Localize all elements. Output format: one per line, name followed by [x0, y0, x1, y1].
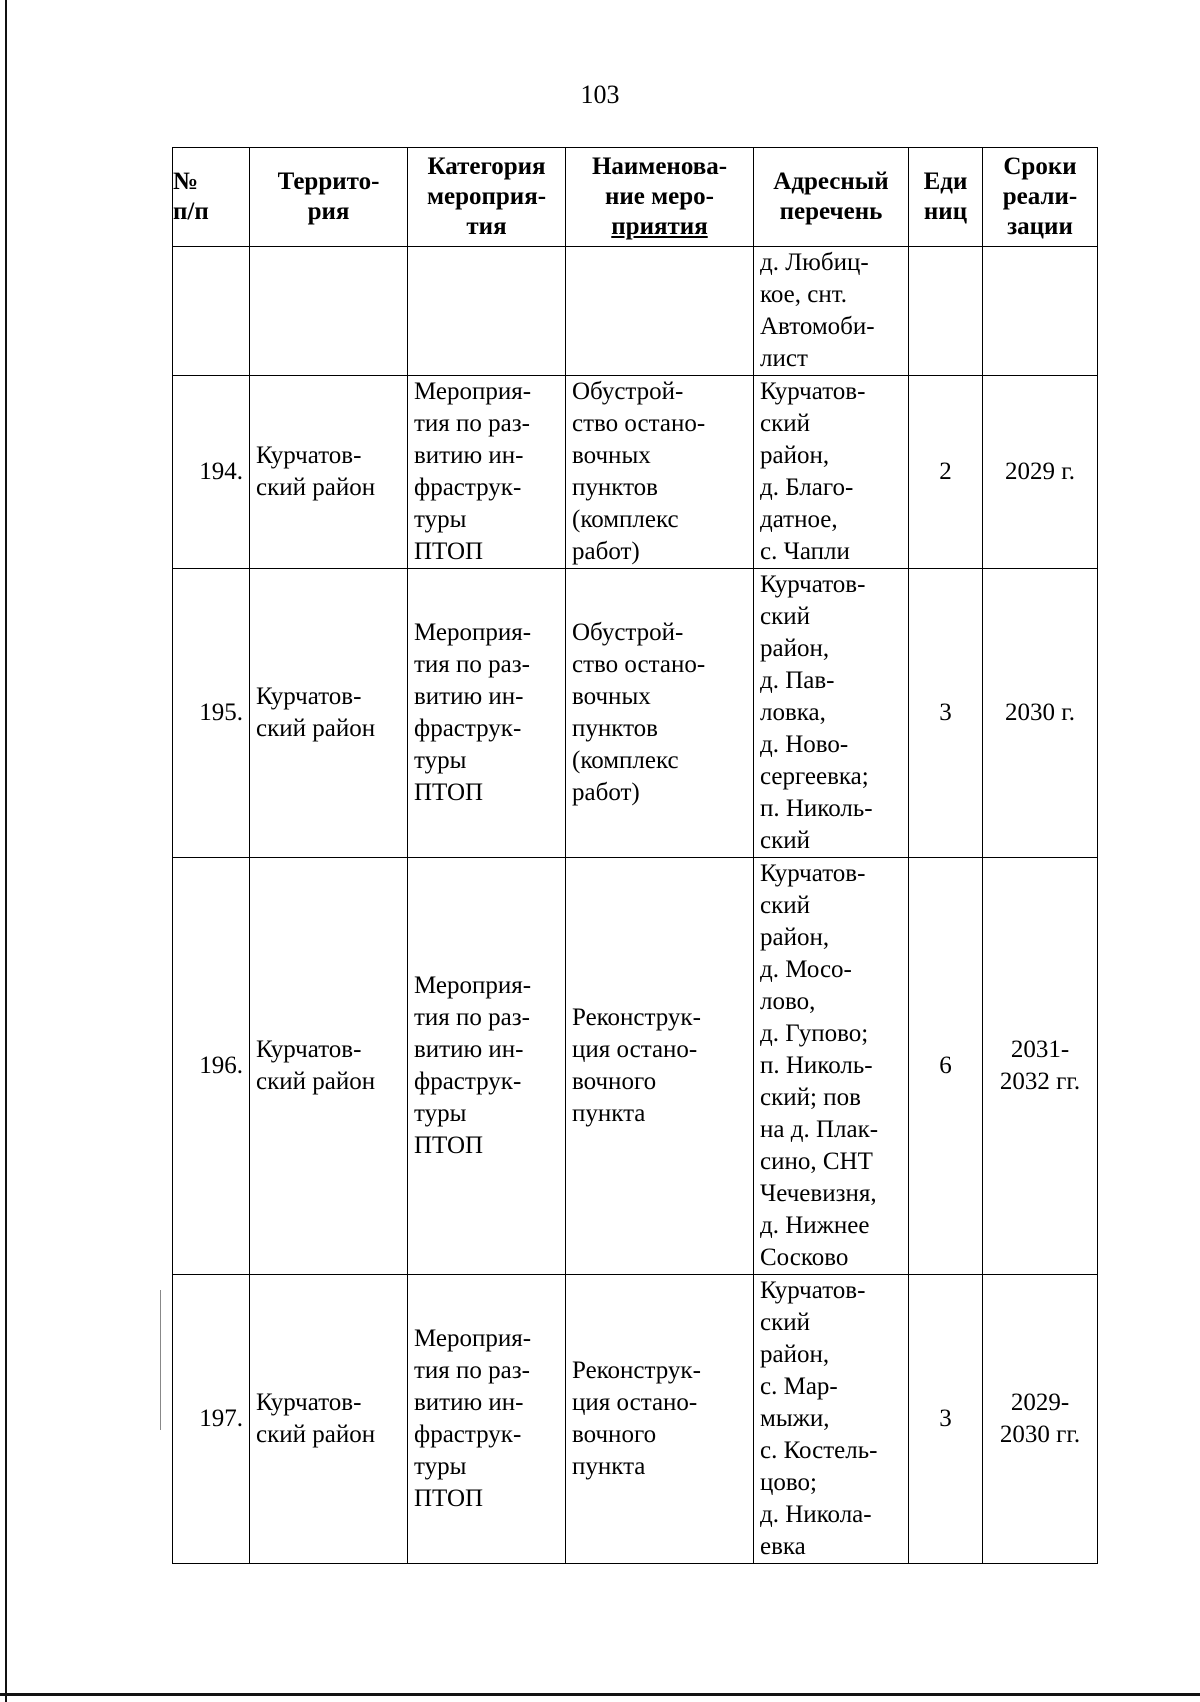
text-line: район, — [760, 442, 830, 469]
text-line: 2031- — [1010, 1036, 1070, 1063]
text-line: витию ин- — [414, 1389, 524, 1416]
text-line: мыжи, — [760, 1405, 830, 1432]
cell-address — [754, 1275, 909, 1564]
text-line: Мероприя- — [414, 378, 532, 405]
text-line: район, — [760, 1341, 830, 1368]
cell-name — [566, 569, 754, 858]
text-line: на д. Плак- — [760, 1116, 879, 1143]
text-line: Курчатов- — [760, 571, 866, 598]
text-line: п. Николь- — [760, 795, 873, 822]
text-line: Сроки — [1003, 153, 1077, 180]
text-line: вочного — [572, 1421, 657, 1448]
text-line: ловка, — [760, 699, 826, 726]
text-line: ние меро- — [604, 183, 714, 210]
text-line: ция остано- — [572, 1389, 698, 1416]
text-line: ция остано- — [572, 1036, 698, 1063]
cell-name — [566, 247, 754, 376]
text-line: Реконструк- — [572, 1357, 701, 1384]
text-line: приятия — [611, 213, 708, 240]
text-line: ПТОП — [414, 1485, 484, 1512]
text-line: цово; — [760, 1469, 817, 1496]
text-line: ский — [760, 603, 810, 630]
cell-address — [754, 247, 909, 376]
text-line: Курчатов- — [760, 1277, 866, 1304]
text-line: (комплекс — [572, 506, 679, 533]
text-line: д. Никола- — [760, 1501, 872, 1528]
text-line: Курчатов- — [256, 442, 362, 469]
header-category — [408, 148, 566, 247]
cell-name — [566, 1275, 754, 1564]
cell-units — [909, 247, 983, 376]
text-line: Сосково — [760, 1244, 849, 1271]
cell-units: 3 — [909, 569, 983, 858]
text-line: ский; пов — [760, 1084, 861, 1111]
text-line: ство остано- — [572, 651, 706, 678]
text-line: д. Гупово; — [760, 1020, 869, 1047]
cell-num: 196. — [173, 858, 250, 1275]
text-line: сергеевка; — [760, 763, 869, 790]
cell-name — [566, 858, 754, 1275]
text-line: витию ин- — [414, 683, 524, 710]
cell-territory — [250, 858, 408, 1275]
text-line: витию ин- — [414, 442, 524, 469]
text-line: Мероприя- — [414, 619, 532, 646]
text-line: Курчатов- — [256, 1389, 362, 1416]
cell-units: 6 — [909, 858, 983, 1275]
text-line: район, — [760, 924, 830, 951]
text-line: тия по раз- — [414, 1357, 530, 1384]
text-line: лово, — [760, 988, 816, 1015]
text-line: Адресный — [773, 168, 889, 195]
text-line: пункта — [572, 1453, 646, 1480]
header-name — [566, 148, 754, 247]
text-line: работ) — [572, 538, 640, 565]
text-line: район, — [760, 635, 830, 662]
text-line: ниц — [923, 198, 968, 225]
cell-territory — [250, 376, 408, 569]
text-line: фраструк- — [414, 1421, 522, 1448]
cell-num — [173, 247, 250, 376]
table-row — [173, 569, 1098, 858]
header-address — [754, 148, 909, 247]
table-body — [173, 247, 1098, 1564]
text-line: с. Чапли — [760, 538, 850, 565]
text-line: фраструк- — [414, 715, 522, 742]
cell-num: 195. — [173, 569, 250, 858]
text-line: сино, СНТ — [760, 1148, 873, 1175]
text-line: Наименова- — [591, 153, 728, 180]
text-line: ский — [760, 827, 810, 854]
text-line: ПТОП — [414, 779, 484, 806]
text-line: ский — [760, 1309, 810, 1336]
text-line: пунктов — [572, 715, 658, 742]
text-line: ство остано- — [572, 410, 706, 437]
text-line: № — [173, 168, 199, 195]
text-line: ский — [760, 410, 810, 437]
text-line: пункта — [572, 1100, 646, 1127]
text-line: евка — [760, 1533, 806, 1560]
text-line: Обустрой- — [572, 378, 684, 405]
text-line: Террито- — [277, 168, 380, 195]
text-line: Курчатов- — [760, 378, 866, 405]
text-line: Курчатов- — [256, 1036, 362, 1063]
cell-territory — [250, 1275, 408, 1564]
cell-territory — [250, 247, 408, 376]
table-row — [173, 858, 1098, 1275]
text-line: туры — [414, 1100, 467, 1127]
text-line: фраструк- — [414, 474, 522, 501]
cell-num: 197. — [173, 1275, 250, 1564]
scan-left-edge — [5, 0, 7, 1702]
text-line: Автомоби- — [760, 313, 875, 340]
text-line: д. Благо- — [760, 474, 854, 501]
text-line: реали- — [1002, 183, 1078, 210]
text-line: Чечевизня, — [760, 1180, 877, 1207]
text-line: Мероприя- — [414, 972, 532, 999]
text-line: лист — [760, 345, 808, 372]
text-line: ский район — [256, 1068, 376, 1095]
text-line: вочных — [572, 442, 651, 469]
text-line: тия по раз- — [414, 410, 530, 437]
text-line: с. Костель- — [760, 1437, 878, 1464]
text-line: 2030 г. — [1005, 699, 1075, 726]
text-line: д. Нижнее — [760, 1212, 870, 1239]
text-line: тия — [466, 213, 507, 240]
text-line: с. Мар- — [760, 1373, 838, 1400]
text-line: ПТОП — [414, 1132, 484, 1159]
text-line: д. Пав- — [760, 667, 835, 694]
measures-table — [172, 147, 1098, 1564]
cell-category — [408, 247, 566, 376]
text-line: рия — [307, 198, 350, 225]
cell-address — [754, 376, 909, 569]
text-line: ский район — [256, 474, 376, 501]
cell-category — [408, 858, 566, 1275]
text-line: 2032 гг. — [999, 1068, 1081, 1095]
scan-bottom-edge — [0, 1693, 1200, 1696]
cell-term — [983, 376, 1098, 569]
text-line: пунктов — [572, 474, 658, 501]
text-line: туры — [414, 747, 467, 774]
text-line: тия по раз- — [414, 651, 530, 678]
text-line: ский — [760, 892, 810, 919]
text-line: работ) — [572, 779, 640, 806]
text-line: вочного — [572, 1068, 657, 1095]
text-line: витию ин- — [414, 1036, 524, 1063]
text-line: датное, — [760, 506, 838, 533]
text-line: п/п — [173, 198, 209, 225]
text-line: Курчатов- — [256, 683, 362, 710]
cell-address — [754, 858, 909, 1275]
text-line: п. Николь- — [760, 1052, 873, 1079]
text-line: зации — [1007, 213, 1073, 240]
text-line: тия по раз- — [414, 1004, 530, 1031]
cell-category — [408, 1275, 566, 1564]
table-row — [173, 376, 1098, 569]
cell-name — [566, 376, 754, 569]
cell-term — [983, 247, 1098, 376]
text-line: мероприя- — [426, 183, 547, 210]
text-line: Курчатов- — [760, 860, 866, 887]
header-term — [983, 148, 1098, 247]
text-line: ский район — [256, 1421, 376, 1448]
cell-term — [983, 1275, 1098, 1564]
cell-units: 3 — [909, 1275, 983, 1564]
table-row — [173, 1275, 1098, 1564]
text-line: туры — [414, 1453, 467, 1480]
text-line: Категория — [427, 153, 546, 180]
text-line: 2029 г. — [1005, 458, 1075, 485]
text-line: кое, снт. — [760, 281, 848, 308]
text-line: (комплекс — [572, 747, 679, 774]
cell-num: 194. — [173, 376, 250, 569]
text-line: перечень — [779, 198, 883, 225]
text-line: Мероприя- — [414, 1325, 532, 1352]
text-line: туры — [414, 506, 467, 533]
text-line: Еди — [923, 168, 968, 195]
text-line: вочных — [572, 683, 651, 710]
cell-category — [408, 569, 566, 858]
text-line: д. Мосо- — [760, 956, 852, 983]
cell-term — [983, 858, 1098, 1275]
cell-units: 2 — [909, 376, 983, 569]
cell-address — [754, 569, 909, 858]
header-num — [173, 148, 250, 247]
text-line: д. Любиц- — [760, 249, 869, 276]
page-number: 103 — [580, 80, 620, 109]
cell-territory — [250, 569, 408, 858]
table-header-row — [173, 148, 1098, 247]
continuation-row — [173, 247, 1098, 376]
text-line: фраструк- — [414, 1068, 522, 1095]
text-line: ский район — [256, 715, 376, 742]
margin-mark — [160, 1290, 161, 1430]
text-line: 2029- — [1010, 1389, 1070, 1416]
header-territory — [250, 148, 408, 247]
text-line: 2030 гг. — [999, 1421, 1081, 1448]
cell-category — [408, 376, 566, 569]
text-line: д. Ново- — [760, 731, 849, 758]
header-units — [909, 148, 983, 247]
text-line: Реконструк- — [572, 1004, 701, 1031]
cell-term — [983, 569, 1098, 858]
text-line: Обустрой- — [572, 619, 684, 646]
text-line: ПТОП — [414, 538, 484, 565]
